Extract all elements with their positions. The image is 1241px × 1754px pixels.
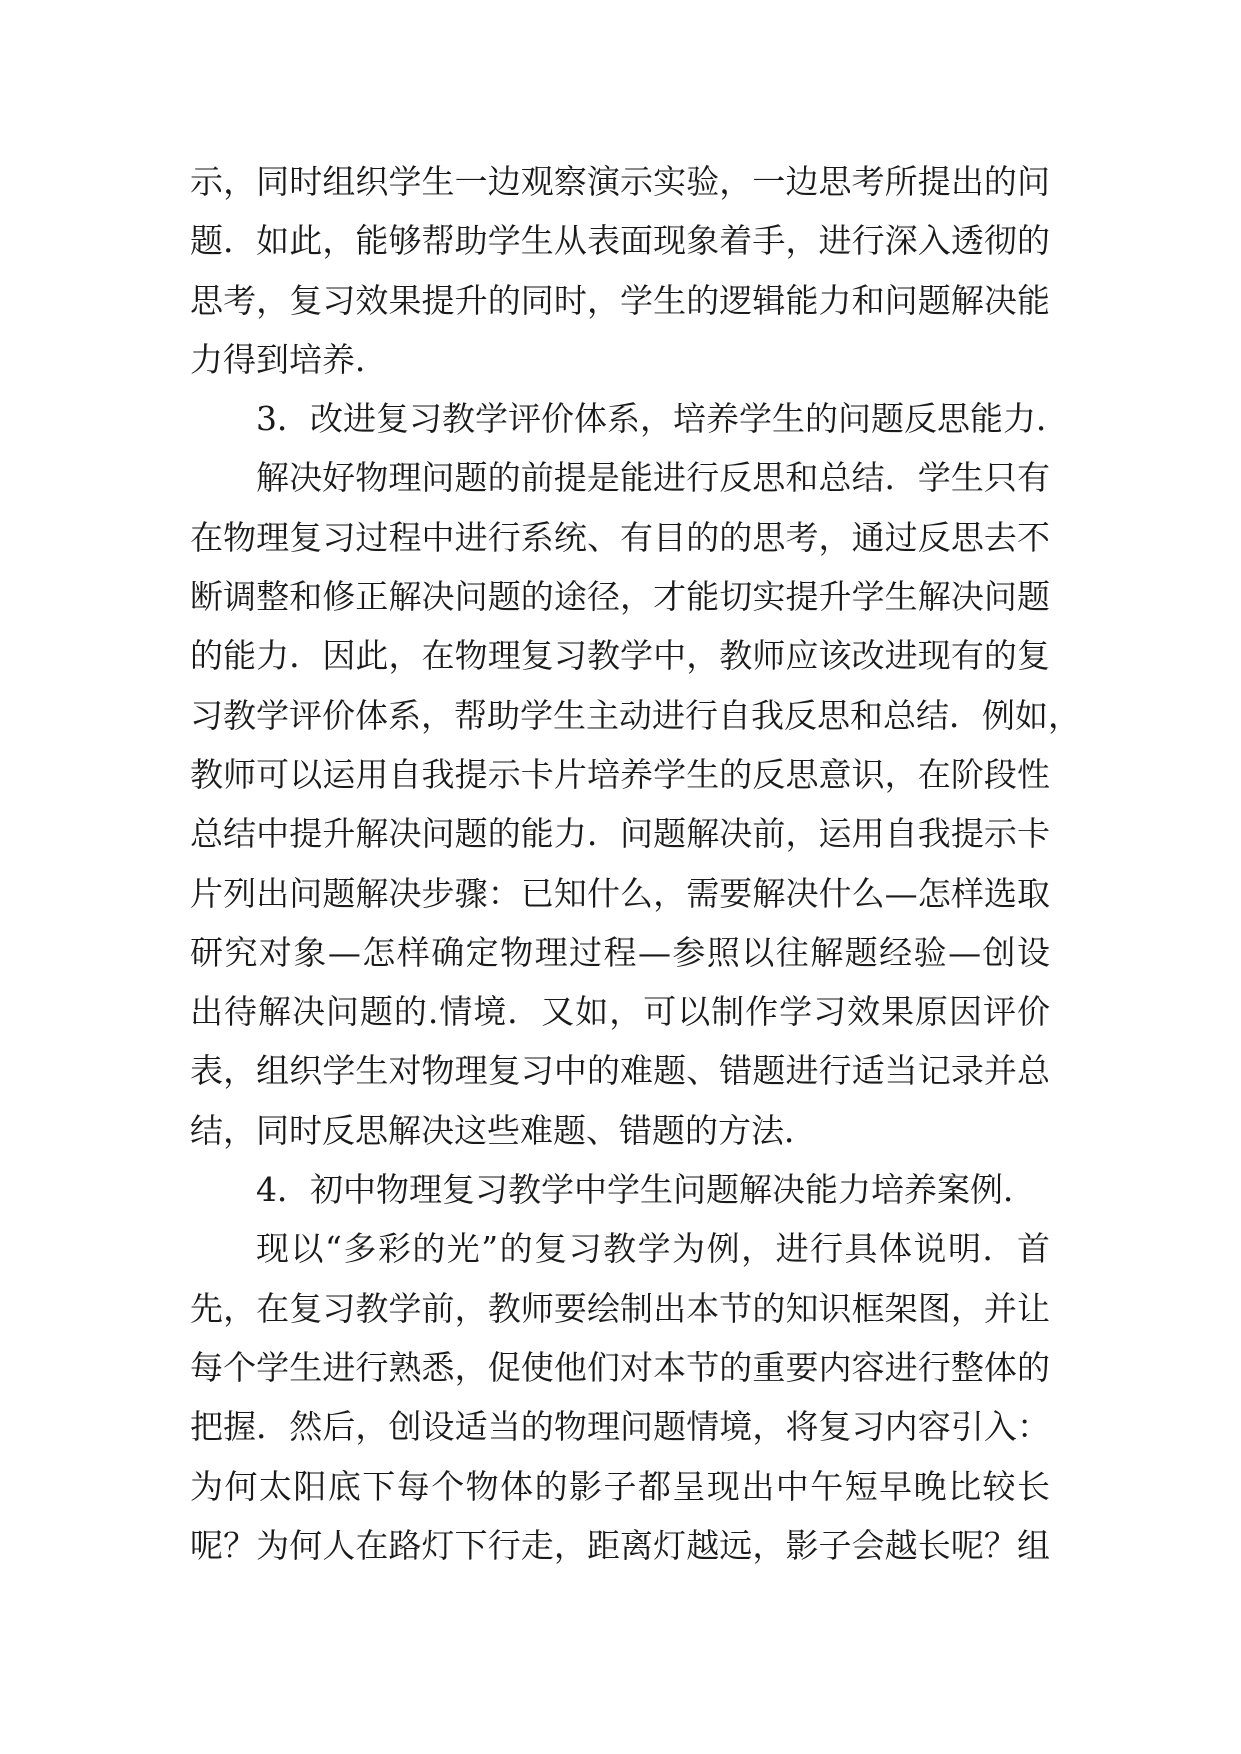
text-line: 教师可以运用自我提示卡片培养学生的反思意识，在阶段性 bbox=[190, 754, 1050, 794]
text-line: 结，同时反思解决这些难题、错题的方法． bbox=[190, 1110, 817, 1150]
text-line: 片列出问题解决步骤：已知什么，需要解决什么—怎样选取 bbox=[190, 873, 1050, 913]
heading-text: 3．改进复习教学评价体系，培养学生的问题反思能力． bbox=[256, 399, 1069, 439]
document-body bbox=[190, 152, 1081, 1575]
text-line: 总结中提升解决问题的能力．问题解决前，运用自我提示卡 bbox=[190, 814, 1050, 854]
text-line: 为何太阳底下每个物体的影子都呈现出中午短早晚比较长 bbox=[190, 1466, 1050, 1506]
text-line: 把握．然后，创设适当的物理问题情境，将复习内容引入： bbox=[190, 1407, 1050, 1447]
text-line: 先，在复习教学前，教师要绘制出本节的知识框架图，并让 bbox=[190, 1288, 1050, 1328]
text-line: 每个学生进行熟悉，促使他们对本节的重要内容进行整体的 bbox=[190, 1347, 1050, 1387]
text-line: 断调整和修正解决问题的途径，才能切实提升学生解决问题 bbox=[190, 577, 1050, 617]
text-line: 在物理复习过程中进行系统、有目的的思考，通过反思去不 bbox=[190, 517, 1050, 557]
text-line: 表，组织学生对物理复习中的难题、错题进行适当记录并总 bbox=[190, 1051, 1050, 1091]
text-line: 的能力．因此，在物理复习教学中，教师应该改进现有的复 bbox=[190, 636, 1050, 676]
paragraph-case-study bbox=[190, 1219, 1050, 1575]
text-line: 解决好物理问题的前提是能进行反思和总结．学生只有 bbox=[256, 458, 1050, 498]
text-line: 研究对象—怎样确定物理过程—参照以往解题经验—创设 bbox=[190, 932, 1050, 972]
section-heading-3 bbox=[190, 389, 1069, 448]
text-line: 题．如此，能够帮助学生从表面现象着手，进行深入透彻的 bbox=[190, 221, 1050, 261]
text-line: 呢？为何人在路灯下行走，距离灯越远，影子会越长呢？组 bbox=[190, 1525, 1050, 1565]
text-line: 示，同时组织学生一边观察演示实验，一边思考所提出的问 bbox=[190, 162, 1050, 201]
section-heading-4 bbox=[190, 1160, 1050, 1219]
text-line: 出待解决问题的.情境．又如，可以制作学习效果原因评价 bbox=[190, 992, 1050, 1032]
text-line: 思考，复习效果提升的同时，学生的逻辑能力和问题解决能 bbox=[190, 280, 1050, 320]
text-line: 现以“多彩的光”的复习教学为例，进行具体说明．首 bbox=[256, 1229, 1050, 1269]
paragraph-reflection bbox=[190, 448, 1081, 1160]
paragraph-continuation bbox=[190, 152, 1050, 389]
text-line: 习教学评价体系，帮助学生主动进行自我反思和总结．例如， bbox=[190, 695, 1081, 735]
text-line: 力得到培养． bbox=[190, 339, 388, 379]
heading-text: 4．初中物理复习教学中学生问题解决能力培养案例． bbox=[256, 1170, 1036, 1210]
